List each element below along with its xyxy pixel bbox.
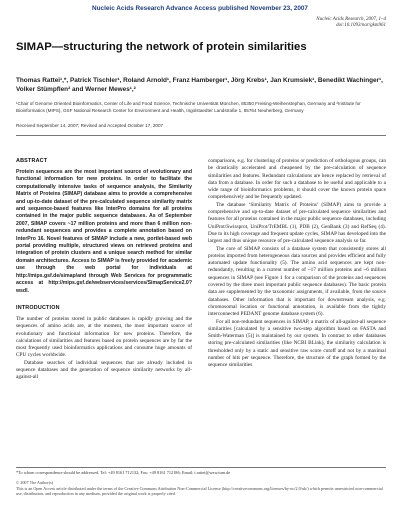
body-paragraph: The core of SIMAP consists of a database system that consistently stores all proteins imported from heterogeneous data sources and provides efficient and fully automated update functionality (5). The amino acid sequences are kept non-redundantly, resulting in a current number of ~17 million proteins and ~6 million sequences in SIMAP (see Figure 1 for a comparison of the proteins and sequences covered by the three most important public sequence databases). The basic protein data are supplemented by the taxonomic assignments, if available, from the source databases. Other information that is important for downstream analysis, e.g. chromosomal location or functional annotation, is available from the tightly interconnected PEDANT genome database system (6). bbox=[208, 245, 386, 318]
journal-citation bbox=[316, 17, 386, 29]
doi-line: doi:10.1093/nar/gkm961 bbox=[336, 23, 386, 29]
correspondence-footnote: *To whom correspondence should be addressed. Tel: +49 8161 712132; Fax: +49 8161 712186; Email: t.rattei@wzw.tum.de bbox=[16, 470, 231, 475]
body-paragraph: comparisons, e.g. for clustering of proteins or prediction of orthologous groups, can be drastically accelerated and cheapened by the pre-calculation of sequence similarities and features. Redundant calculations are hence replaced by retrieval of data from a database. In order for such a database to be useful and applicable to a wide range of bioinformatics problems, it should cover the known protein space comprehensively and be frequently updated. bbox=[208, 158, 386, 201]
abstract-heading: ABSTRACT bbox=[16, 158, 48, 164]
footnote-divider bbox=[16, 467, 386, 468]
received-dates: Received September 14, 2007; Revised and Accepted October 17, 2007 bbox=[16, 123, 164, 128]
affiliations: ¹Chair of Genome Oriented Bioinformatics, Center of Life and Food Science, Technische Universität München, 85350 Freising-Weihenstephan, Germany and ²Institute for Bioinformatics (MIPS), GSF National Research Center for Environment and Health, Ingolstaedter Landstraße 1, 85764 Neuherberg, Germany bbox=[16, 101, 361, 113]
introduction-paragraph: Database searches of individual sequences that are already included in sequence databases and the generation of sequence similarity networks by all-against-all bbox=[16, 359, 192, 381]
advance-access-banner: Nucleic Acids Research Advance Access published November 23, 2007 bbox=[92, 5, 308, 12]
journal-name-line: Nucleic Acids Research, 2007, 1–4 bbox=[316, 17, 386, 22]
header-divider bbox=[16, 135, 386, 136]
left-column bbox=[16, 158, 192, 382]
abstract-text: Protein sequences are the most important source of evolutionary and functional information for new proteins. In order to facilitate the computationally intensive tasks of sequence analysis, the Similarity Matrix of Proteins (SIMAP) database aims to provide a comprehensive and up-to-date dataset of the pre-calculated sequence similarity matrix and sequence-based features like InterPro domains for all proteins contained in the major public sequence databases. As of September 2007, SIMAP covers ~17 million proteins and more than 6 million non-redundant sequences and provides a complete annotation based on InterPro 16. Novel features of SIMAP include a new, portlet-based web portal providing multiple, structured views on retrieved proteins and integration of protein clusters and a unique search method for similar domain architectures. Access to SIMAP is freely provided for academic use through the web portal for individuals at http://mips.gsf.de/simap/and through Web Services for programmatic access at http://mips.gsf.de/webservices/services/SimapService2.0?wsdl. bbox=[16, 169, 192, 294]
introduction-paragraph: The number of proteins stored in public databases is rapidly growing and the sequences of amino acids are, at the moment, the most important source of evolutionary and functional information for new proteins. Therefore, the calculations of similarities and features based on protein sequences are by far the most frequently used bioinformatics applications and consume huge amounts of CPU cycles worldwide. bbox=[16, 315, 192, 359]
body-paragraph: The database ‘Similarity Matrix of Proteins’ (SIMAP) aims to provide a comprehensive and up-to-date dataset of pre-calculated sequence similarities and features for all proteins contained in the major public sequence databases, including UniProt/Swissprot, UniProt/TrEMBL (1), PDB (2), GenBank (3) and RefSeq (4). Due to its high coverage and frequent update cycles, SIMAP has developed into the largest and thus unique resource of pre-calculated sequence analysis so far. bbox=[208, 201, 386, 245]
article-title: SIMAP—structuring the network of protein similarities bbox=[16, 41, 307, 53]
introduction-heading: INTRODUCTION bbox=[16, 304, 60, 311]
copyright-line: © 2007 The Author(s) bbox=[16, 480, 54, 485]
author-list: Thomas Rattei¹,*, Patrick Tischler¹, Roland Arnold¹, Franz Hamberger¹, Jörg Krebs¹, Jan Krumsiek¹, Benedikt Wachinger¹, Volker Stümpflen² and Werner Mewes¹,² bbox=[16, 77, 383, 93]
body-paragraph: For all non-redundant sequences in SIMAP, a matrix of all-against-all sequence similarities [calculated by a sensitive two-step algorithm based on FASTA and Smith-Waterman (5)] is maintained by our system. In contrast to other databases storing pre-calculated similarities (like NCBI BLink), the similarity calculation is thresholded only by a static and sensitive raw score cutoff and not by a maximal number of hits per sequence. Therefore, the structure of the graph formed by the sequence similarities bbox=[208, 318, 386, 369]
copyright-notice bbox=[16, 480, 386, 497]
right-column bbox=[208, 158, 386, 370]
license-text: This is an Open Access article distributed under the terms of the Creative Commons Attribution Non-Commercial License (http://creativecommons.org/licenses/by-nc/2.0/uk/) which permits unrestricted non-commercial use, distribution, and reproduction in any medium, provided the original work is properly cited. bbox=[16, 485, 383, 497]
